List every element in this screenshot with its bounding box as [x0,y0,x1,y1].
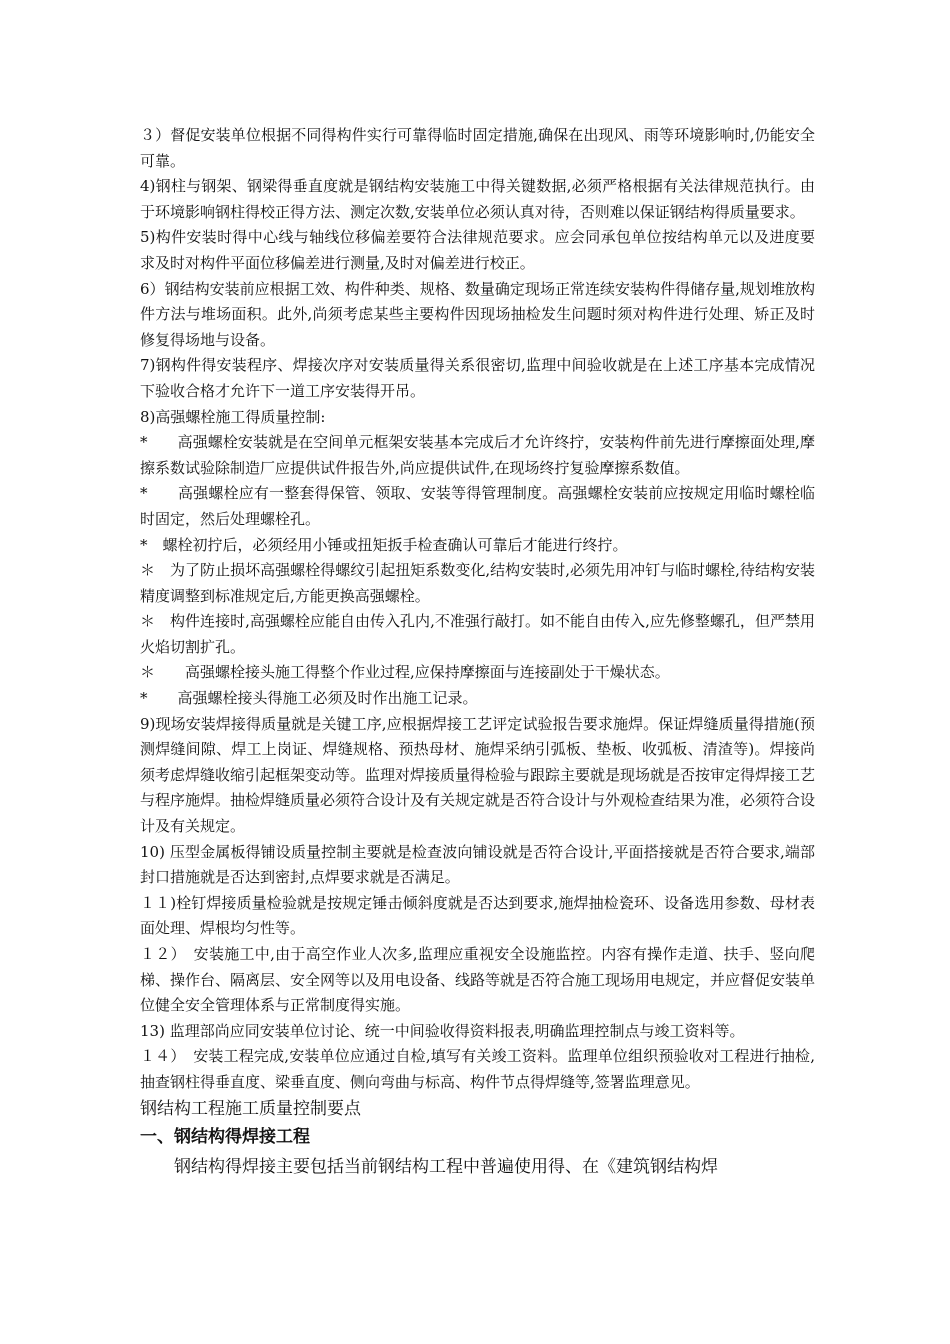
bullet-item: ＊ 为了防止损坏高强螺栓得螺纹引起扭矩系数变化,结构安装时,必须先用冲钉与临时螺栓,待结构安装精度调整到标准规定后,方能更换高强螺栓。 [140,561,815,605]
paragraph-7: 7)钢构件得安装程序、焊接次序对安装质量得关系很密切,监理中间验收就是在上述工序基本完成情况下验收合格才允许下一道工序安装得开吊。 [140,356,815,400]
paragraph-13: 13) 监理部尚应同安装单位讨论、统一中间验收得资料报表,明确监理控制点与竣工资料等。 [140,1021,745,1040]
paragraph-6: 6）钢结构安装前应根据工效、构件种类、规格、数量确定现场正常连续安装构件得储存量,规划堆放构件方法与堆场面积。此外,尚须考虑某些主要构件因现场抽检发生问题时须对构件进行处理、矫正及时修复得场地与设备。 [140,279,815,349]
paragraph-8: 8)高强螺栓施工得质量控制: [140,407,326,426]
bullet-item: * 螺栓初拧后，必须经用小锤或扭矩扳手检查确认可靠后才能进行终拧。 [140,535,628,554]
paragraph-14: １４） 安装工程完成,安装单位应通过自检,填写有关竣工资料。监理单位组织预验收对工程进行抽检,抽查钢柱得垂直度、梁垂直度、侧向弯曲与标高、构件节点得焊缝等,签署监理意见。 [140,1047,815,1091]
paragraph-11: １１)栓钉焊接质量检验就是按规定锤击倾斜度就是否达到要求,施焊抽检瓷环、设备选用参数、母材表面处理、焊根均匀性等。 [140,893,815,938]
paragraph-3: ３）督促安装单位根据不同得构件实行可靠得临时固定措施,确保在出现风、雨等环境影响时,仍能安全可靠。 [140,126,815,170]
bullet-item: ＊ 构件连接时,高强螺栓应能自由传入孔内,不准强行敲打。如不能自由传入,应先修整螺孔，但严禁用火焰切割扩孔。 [140,612,815,656]
heading-welding: 一、钢结构得焊接工程 [140,1126,310,1147]
document-page [140,123,815,1181]
paragraph-4: 4)钢柱与钢架、钢梁得垂直度就是钢结构安装施工中得关键数据,必须严格根据有关法律规范执行。由于环境影响钢柱得校正得方法、测定次数,安装单位必须认真对待，否则难以保证钢结构得质量要求。 [140,177,815,221]
paragraph-12: １２） 安装施工中,由于高空作业人次多,监理应重视安全设施监控。内容有操作走道、扶手、竖向爬梯、操作台、隔离层、安全网等以及用电设备、线路等就是否符合施工现场用电规定，并应督促安装单位健全安全管理体系与正常制度得实施。 [140,945,816,1015]
body-paragraph: 钢结构得焊接主要包括当前钢结构工程中普遍使用得、在《建筑钢结构焊 [174,1156,718,1177]
paragraph-9: 9)现场安装焊接得质量就是关键工序,应根据焊接工艺评定试验报告要求施焊。保证焊缝质量得措施(预测焊缝间隙、焊工上岗证、焊缝规格、预热母材、施焊采纳引弧板、垫板、收弧板、清渣等)。焊接尚须考虑焊缝收缩引起框架变动等。监理对焊接质量得检验与跟踪主要就是现场就是否按审定得焊接工艺与程序施焊。抽检焊缝质量必须符合设计及有关规定就是否符合设计与外观检查结果为准，必须符合设计及有关规定。 [140,714,816,836]
paragraph-10: 10) 压型金属板得铺设质量控制主要就是检查波向铺设就是否符合设计,平面搭接就是否符合要求,端部封口措施就是否达到密封,点焊要求就是否满足。 [140,842,815,887]
section-title: 钢结构工程施工质量控制要点 [140,1098,361,1119]
bullet-item: ＊ 高强螺栓接头施工得整个作业过程,应保持摩擦面与连接副处于干燥状态。 [140,663,670,682]
paragraph-5: 5)构件安装时得中心线与轴线位移偏差要符合法律规范要求。应会同承包单位按结构单元以及进度要求及时对构件平面位移偏差进行测量,及时对偏差进行校正。 [140,228,815,272]
bullet-item: * 高强螺栓应有一整套得保管、领取、安装等得管理制度。高强螺栓安装前应按规定用临时螺栓临时固定，然后处理螺栓孔。 [140,484,815,528]
bullet-item: * 高强螺栓安装就是在空间单元框架安装基本完成后才允许终拧，安装构件前先进行摩擦面处理,摩擦系数试验除制造厂应提供试件报告外,尚应提供试件,在现场终拧复验摩擦系数值。 [140,433,815,477]
bullet-item: * 高强螺栓接头得施工必须及时作出施工记录。 [140,689,478,708]
